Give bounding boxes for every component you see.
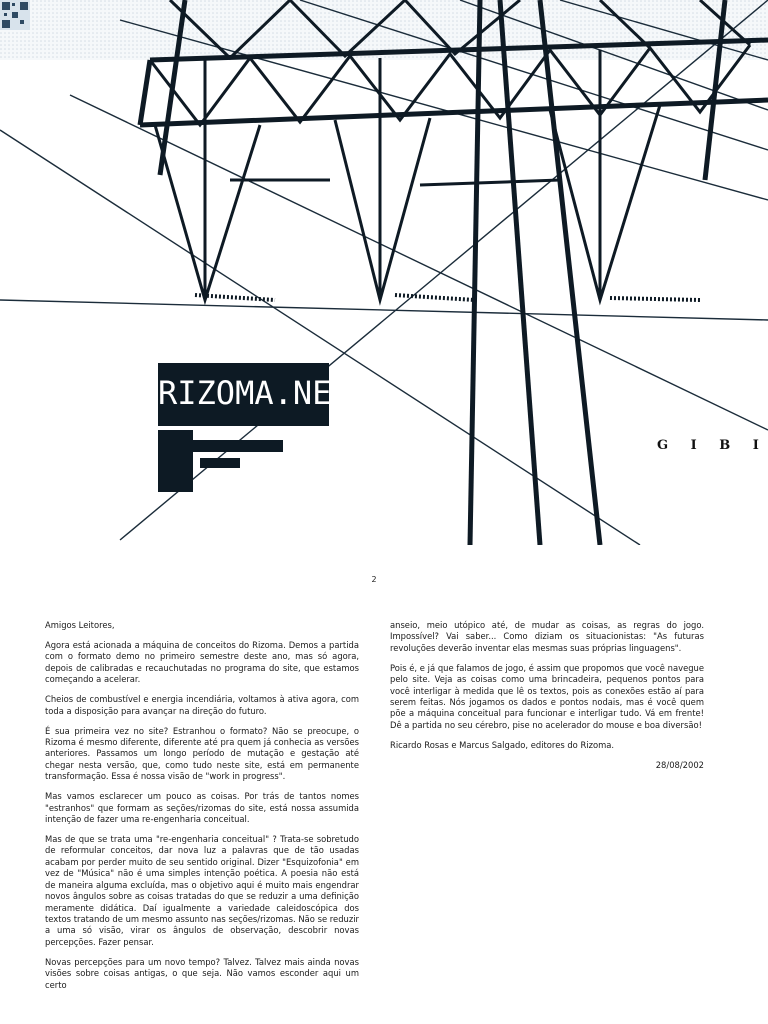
logo-text: RIZOMA.NET xyxy=(158,374,351,412)
section-label: G I B I xyxy=(657,438,768,453)
paragraph: anseio, meio utópico até, de mudar as coisas, as regras do jogo. Impossível? Vai saber... Como diziam os situacionistas: "As futuras revoluções deverão inventar elas mesmas suas próprias linguagens". xyxy=(390,620,704,653)
paragraph: Mas de que se trata uma "re-engenharia conceitual" ? Trata-se sobretudo de reformular conceitos, dar nova luz a palavras que de tão usadas acabam por perder muito de seu sentido original. Dizer "Esquizofonia" em vez de "Música" não é uma simples intenção poética. A poesia não está de maneira alguma excluída, mas o objetivo aqui é muito mais engendrar novos ângulos sobre as coisas tratadas do que se reduzir a uma definição meramente didática. Daí igualmente a variedade caleidoscópica dos textos tratando de um mesmo assunto nas seções/rizomas. Não se reduzir a uma só visão, virar os ângulos de observação, descobrir novas percepções. Fazer pensar. xyxy=(45,834,359,947)
date: 28/08/2002 xyxy=(655,759,704,770)
paragraph: Amigos Leitores, xyxy=(45,620,115,630)
qr-icon xyxy=(0,0,30,30)
page-number: 2 xyxy=(371,575,377,584)
paragraph: Novas percepções para um novo tempo? Talvez. Talvez mais ainda novas visões sobre coisas antigas, o que seja. Não vamos esconder aqui um certo xyxy=(45,956,359,990)
paragraph: Agora está acionada a máquina de conceitos do Rizoma. Demos a partida com o formato demo no primeiro semestre deste ano, mas só agora, depois de calibradas e recauchutadas no programa do site, que estamos começando a acelerar. xyxy=(45,640,359,685)
editorial-left-column xyxy=(45,620,359,1000)
paragraph: Pois é, e já que falamos de jogo, é assim que propomos que você navegue pelo site. Veja as coisas como uma brincadeira, pequenos pontos para você interligar à medida que lê os textos, pois as conexões estão aí para serem feitas. Nós jogamos os dados e pontos nodais, mas é você quem põe a máquina conceitual para funcionar e interligar tudo. Vá em frente! Dê a partida no seu cérebro, pise no acelerador do mouse e boa diversão! xyxy=(390,662,704,730)
paragraph: Cheios de combustível e energia incendiária, voltamos à ativa agora, com toda a disposição para avançar na direção do futuro. xyxy=(45,694,359,716)
signature: Ricardo Rosas e Marcus Salgado, editores do Rizoma. xyxy=(390,739,615,750)
rizoma-logo xyxy=(158,363,351,426)
paragraph: Mas vamos esclarecer um pouco as coisas. Por trás de tantos nomes "estranhos" que formam as seções/rizomas do site, está nossa assumida intenção de fazer uma re-engenharia conceitual. xyxy=(45,791,359,825)
paragraph: É sua primeira vez no site? Estranhou o formato? Não se preocupe, o Rizoma é mesmo diferente, diferente até pra quem já conhecia as versões anteriores. Passamos um longo período de mutação e gestação até chegar nesta versão, que, como tudo neste site, está em permanente transformação. Essa é nossa visão de "work in progress". xyxy=(45,725,359,782)
editorial-right-column xyxy=(390,620,704,780)
